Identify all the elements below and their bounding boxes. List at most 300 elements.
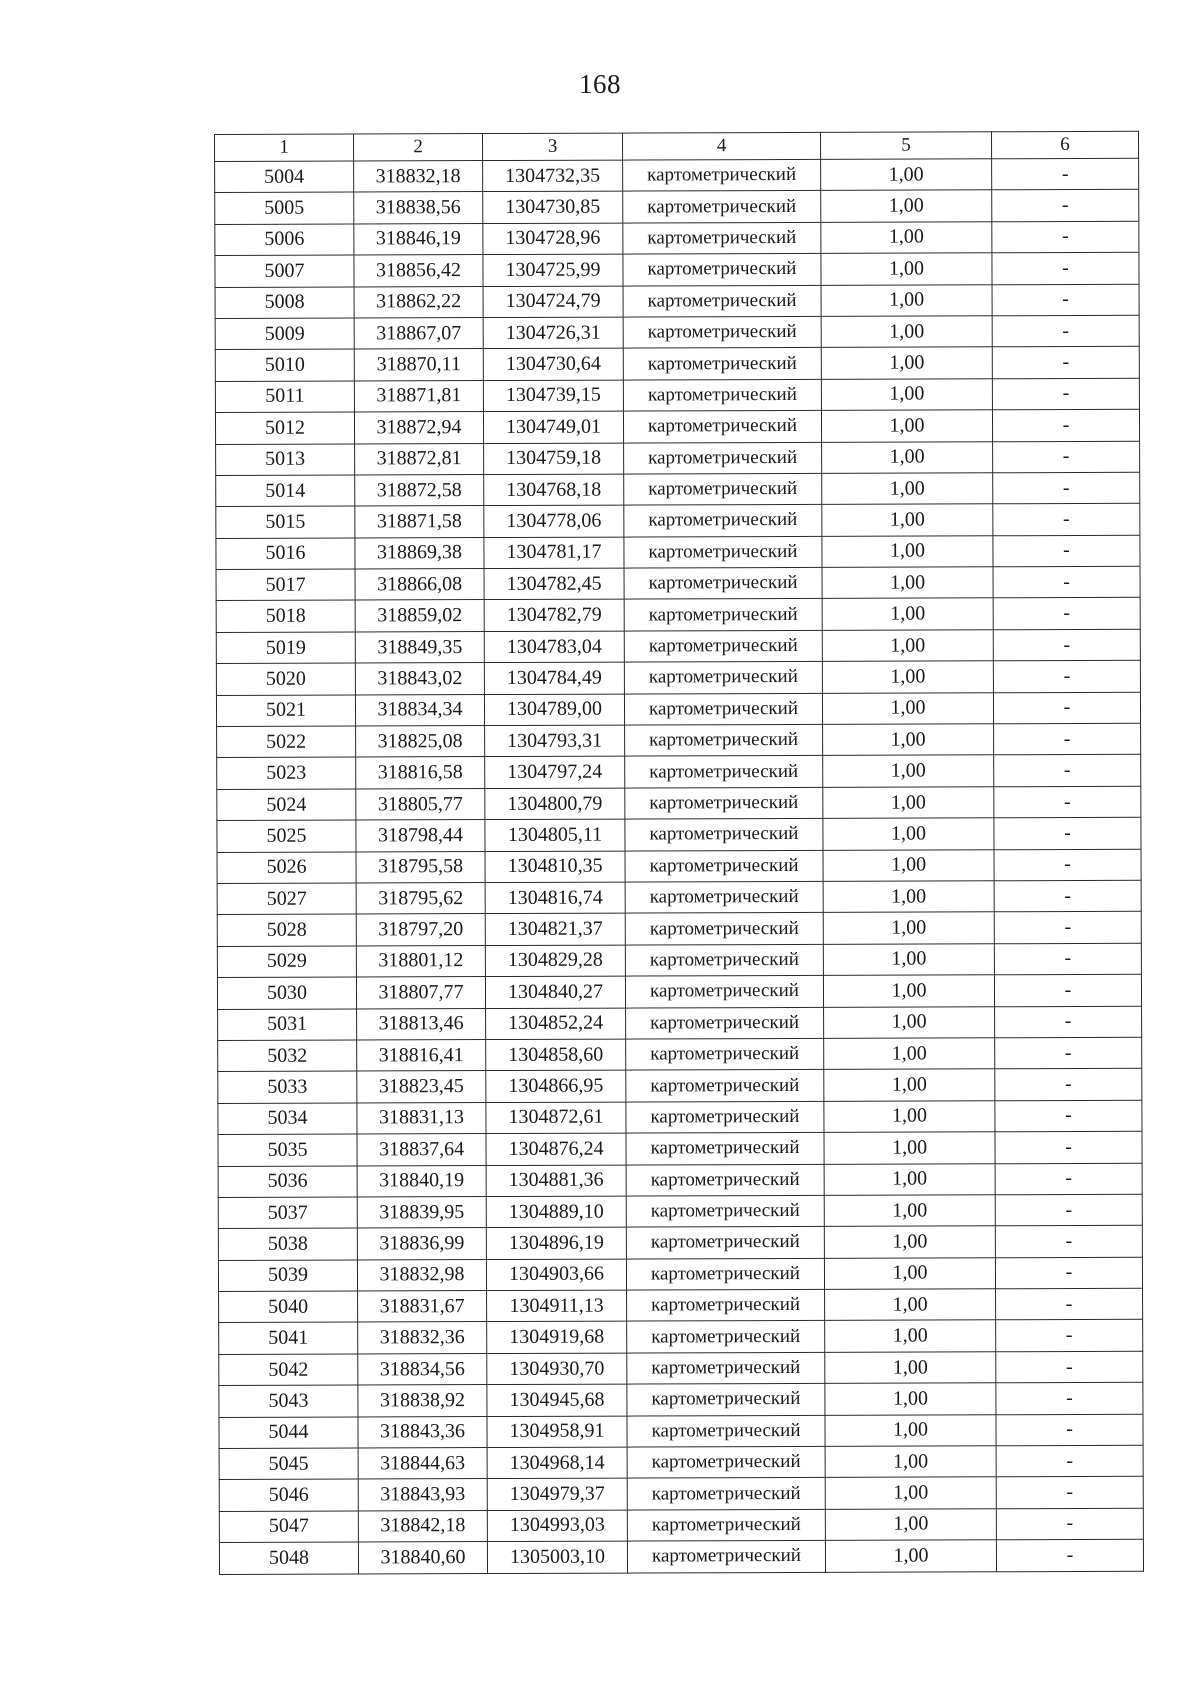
table-row bbox=[217, 817, 1141, 852]
cell-coord-y: 1304732,35 bbox=[483, 160, 623, 192]
table-row bbox=[216, 504, 1140, 539]
cell-coord-x: 318843,36 bbox=[358, 1416, 487, 1448]
cell-note: - bbox=[996, 1382, 1143, 1414]
cell-point-number: 5048 bbox=[219, 1542, 358, 1574]
cell-coord-y: 1304783,04 bbox=[484, 631, 624, 663]
cell-accuracy: 1,00 bbox=[822, 692, 993, 724]
cell-method: картометрический bbox=[625, 819, 823, 851]
table-row bbox=[217, 943, 1141, 978]
cell-coord-x: 318871,58 bbox=[355, 506, 484, 538]
cell-point-number: 5013 bbox=[216, 444, 355, 476]
table-row bbox=[219, 1382, 1143, 1417]
cell-method: картометрический bbox=[624, 599, 822, 631]
table-row bbox=[219, 1288, 1143, 1323]
cell-point-number: 5015 bbox=[216, 506, 355, 538]
cell-coord-x: 318846,19 bbox=[354, 223, 483, 255]
cell-method: картометрический bbox=[627, 1446, 825, 1478]
cell-coord-x: 318862,22 bbox=[354, 286, 483, 318]
cell-accuracy: 1,00 bbox=[822, 567, 993, 599]
cell-method: картометрический bbox=[623, 222, 821, 254]
cell-note: - bbox=[992, 378, 1139, 410]
table-row bbox=[219, 1320, 1143, 1355]
cell-accuracy: 1,00 bbox=[825, 1446, 996, 1478]
table-row bbox=[219, 1414, 1143, 1449]
cell-coord-y: 1304958,91 bbox=[487, 1416, 627, 1448]
cell-coord-x: 318843,93 bbox=[358, 1479, 487, 1511]
cell-coord-x: 318872,58 bbox=[355, 474, 484, 506]
cell-note: - bbox=[993, 598, 1140, 630]
cell-method: картометрический bbox=[625, 756, 823, 788]
cell-accuracy: 1,00 bbox=[821, 410, 992, 442]
cell-note: - bbox=[994, 880, 1141, 912]
cell-coord-x: 318838,56 bbox=[354, 192, 483, 224]
cell-accuracy: 1,00 bbox=[822, 598, 993, 630]
cell-note: - bbox=[996, 1351, 1143, 1383]
header-col-1: 1 bbox=[215, 134, 354, 161]
cell-accuracy: 1,00 bbox=[822, 535, 993, 567]
cell-method: картометрический bbox=[625, 913, 823, 945]
table-row bbox=[215, 158, 1139, 193]
cell-coord-x: 318838,92 bbox=[358, 1385, 487, 1417]
cell-coord-y: 1304866,95 bbox=[486, 1070, 626, 1102]
cell-coord-x: 318837,64 bbox=[357, 1134, 486, 1166]
cell-coord-x: 318825,08 bbox=[356, 726, 485, 758]
table-row bbox=[215, 347, 1139, 382]
cell-coord-x: 318805,77 bbox=[356, 788, 485, 820]
cell-note: - bbox=[993, 441, 1140, 473]
cell-accuracy: 1,00 bbox=[821, 316, 992, 348]
cell-coord-y: 1304945,68 bbox=[487, 1384, 627, 1416]
cell-coord-x: 318832,36 bbox=[358, 1322, 487, 1354]
cell-coord-y: 1304840,27 bbox=[485, 976, 625, 1008]
cell-method: картометрический bbox=[627, 1321, 825, 1353]
cell-method: картометрический bbox=[623, 285, 821, 317]
cell-point-number: 5012 bbox=[215, 412, 354, 444]
cell-note: - bbox=[995, 1037, 1142, 1069]
table-row bbox=[218, 1069, 1142, 1104]
cell-point-number: 5009 bbox=[215, 318, 354, 350]
cell-note: - bbox=[992, 284, 1139, 316]
table-row bbox=[216, 629, 1140, 664]
cell-coord-x: 318856,42 bbox=[354, 255, 483, 287]
cell-coord-x: 318870,11 bbox=[354, 349, 483, 381]
cell-method: картометрический bbox=[624, 567, 822, 599]
cell-coord-y: 1304919,68 bbox=[487, 1322, 627, 1354]
cell-point-number: 5039 bbox=[218, 1260, 357, 1292]
cell-point-number: 5044 bbox=[219, 1417, 358, 1449]
cell-accuracy: 1,00 bbox=[824, 1257, 995, 1289]
cell-accuracy: 1,00 bbox=[821, 159, 992, 191]
cell-method: картометрический bbox=[624, 442, 822, 474]
cell-coord-x: 318813,46 bbox=[357, 1008, 486, 1040]
cell-point-number: 5005 bbox=[215, 192, 354, 224]
cell-method: картометрический bbox=[627, 1289, 825, 1321]
table-header-row bbox=[215, 131, 1139, 161]
cell-coord-y: 1304816,74 bbox=[485, 882, 625, 914]
cell-accuracy: 1,00 bbox=[823, 975, 994, 1007]
cell-coord-y: 1304805,11 bbox=[485, 819, 625, 851]
cell-coord-x: 318869,38 bbox=[355, 537, 484, 569]
cell-coord-x: 318840,19 bbox=[357, 1165, 486, 1197]
cell-accuracy: 1,00 bbox=[824, 1006, 995, 1038]
cell-accuracy: 1,00 bbox=[825, 1509, 996, 1541]
cell-method: картометрический bbox=[626, 1070, 824, 1102]
cell-coord-y: 1304858,60 bbox=[486, 1039, 626, 1071]
table-row bbox=[219, 1508, 1143, 1543]
cell-point-number: 5006 bbox=[215, 224, 354, 256]
cell-method: картометрический bbox=[623, 254, 821, 286]
table-row bbox=[216, 441, 1140, 476]
cell-coord-x: 318844,63 bbox=[358, 1448, 487, 1480]
cell-note: - bbox=[993, 472, 1140, 504]
table-row bbox=[218, 1006, 1142, 1041]
cell-coord-y: 1304782,79 bbox=[484, 600, 624, 632]
cell-coord-y: 1304728,96 bbox=[483, 223, 623, 255]
cell-method: картометрический bbox=[624, 473, 822, 505]
header-col-2: 2 bbox=[354, 134, 483, 161]
cell-coord-y: 1304739,15 bbox=[483, 380, 623, 412]
cell-coord-x: 318859,02 bbox=[355, 600, 484, 632]
table-row bbox=[219, 1351, 1143, 1386]
cell-coord-y: 1305003,10 bbox=[487, 1541, 627, 1573]
header-col-3: 3 bbox=[483, 133, 623, 160]
cell-coord-y: 1304896,19 bbox=[486, 1227, 626, 1259]
cell-method: картометрический bbox=[623, 379, 821, 411]
cell-note: - bbox=[995, 1194, 1142, 1226]
cell-note: - bbox=[994, 974, 1141, 1006]
cell-point-number: 5033 bbox=[218, 1071, 357, 1103]
cell-point-number: 5014 bbox=[216, 475, 355, 507]
cell-coord-y: 1304810,35 bbox=[485, 851, 625, 883]
cell-coord-y: 1304782,45 bbox=[484, 568, 624, 600]
cell-accuracy: 1,00 bbox=[822, 441, 993, 473]
cell-coord-y: 1304793,31 bbox=[485, 725, 625, 757]
cell-point-number: 5022 bbox=[217, 726, 356, 758]
cell-point-number: 5030 bbox=[217, 977, 356, 1009]
cell-accuracy: 1,00 bbox=[823, 944, 994, 976]
cell-coord-y: 1304829,28 bbox=[485, 945, 625, 977]
cell-coord-x: 318795,62 bbox=[356, 883, 485, 915]
cell-coord-x: 318831,67 bbox=[358, 1291, 487, 1323]
cell-accuracy: 1,00 bbox=[825, 1414, 996, 1446]
cell-point-number: 5029 bbox=[217, 946, 356, 978]
cell-method: картометрический bbox=[626, 1038, 824, 1070]
cell-coord-x: 318816,41 bbox=[357, 1039, 486, 1071]
cell-point-number: 5038 bbox=[218, 1228, 357, 1260]
table-row bbox=[215, 190, 1139, 225]
cell-note: - bbox=[994, 943, 1141, 975]
cell-method: картометрический bbox=[624, 536, 822, 568]
table-row bbox=[217, 849, 1141, 884]
cell-coord-y: 1304789,00 bbox=[484, 694, 624, 726]
table-row bbox=[215, 409, 1139, 444]
cell-note: - bbox=[996, 1508, 1143, 1540]
cell-coord-y: 1304749,01 bbox=[483, 411, 623, 443]
cell-coord-y: 1304730,85 bbox=[483, 191, 623, 223]
cell-accuracy: 1,00 bbox=[825, 1289, 996, 1321]
cell-coord-y: 1304872,61 bbox=[486, 1102, 626, 1134]
cell-coord-y: 1304903,66 bbox=[486, 1259, 626, 1291]
cell-coord-y: 1304725,99 bbox=[483, 254, 623, 286]
cell-accuracy: 1,00 bbox=[824, 1100, 995, 1132]
cell-note: - bbox=[993, 661, 1140, 693]
cell-accuracy: 1,00 bbox=[822, 630, 993, 662]
cell-accuracy: 1,00 bbox=[821, 190, 992, 222]
table-row bbox=[216, 535, 1140, 570]
cell-point-number: 5027 bbox=[217, 883, 356, 915]
cell-note: - bbox=[993, 566, 1140, 598]
cell-accuracy: 1,00 bbox=[822, 473, 993, 505]
header-col-6: 6 bbox=[991, 131, 1138, 159]
cell-accuracy: 1,00 bbox=[825, 1383, 996, 1415]
cell-point-number: 5011 bbox=[215, 381, 354, 413]
cell-accuracy: 1,00 bbox=[821, 347, 992, 379]
cell-method: картометрический bbox=[625, 850, 823, 882]
cell-point-number: 5019 bbox=[216, 632, 355, 664]
cell-accuracy: 1,00 bbox=[821, 222, 992, 254]
cell-coord-y: 1304768,18 bbox=[484, 474, 624, 506]
cell-point-number: 5041 bbox=[219, 1322, 358, 1354]
cell-note: - bbox=[995, 1226, 1142, 1258]
table-row bbox=[217, 755, 1141, 790]
table-row bbox=[217, 912, 1141, 947]
cell-method: картометрический bbox=[623, 191, 821, 223]
table-row bbox=[218, 1226, 1142, 1261]
cell-point-number: 5045 bbox=[219, 1448, 358, 1480]
cell-note: - bbox=[993, 535, 1140, 567]
cell-method: картометрический bbox=[625, 724, 823, 756]
cell-method: картометрический bbox=[624, 693, 822, 725]
cell-note: - bbox=[995, 1131, 1142, 1163]
table-row bbox=[215, 284, 1139, 319]
cell-point-number: 5004 bbox=[215, 161, 354, 193]
table-row bbox=[218, 1100, 1142, 1135]
table-row bbox=[215, 252, 1139, 287]
cell-coord-x: 318834,56 bbox=[358, 1353, 487, 1385]
cell-point-number: 5047 bbox=[219, 1511, 358, 1543]
cell-accuracy: 1,00 bbox=[824, 1163, 995, 1195]
cell-accuracy: 1,00 bbox=[821, 253, 992, 285]
cell-accuracy: 1,00 bbox=[822, 661, 993, 693]
cell-coord-x: 318866,08 bbox=[355, 569, 484, 601]
cell-coord-x: 318832,18 bbox=[354, 161, 483, 193]
cell-coord-y: 1304724,79 bbox=[483, 286, 623, 318]
table-row bbox=[216, 661, 1140, 696]
cell-coord-y: 1304800,79 bbox=[485, 788, 625, 820]
cell-method: картометрический bbox=[627, 1478, 825, 1510]
table-row bbox=[217, 786, 1141, 821]
header-col-4: 4 bbox=[622, 132, 820, 160]
cell-method: картометрический bbox=[626, 1132, 824, 1164]
cell-note: - bbox=[992, 190, 1139, 222]
cell-accuracy: 1,00 bbox=[824, 1226, 995, 1258]
cell-accuracy: 1,00 bbox=[821, 379, 992, 411]
cell-method: картометрический bbox=[624, 630, 822, 662]
cell-point-number: 5008 bbox=[215, 287, 354, 319]
table-row bbox=[215, 378, 1139, 413]
table-row bbox=[218, 1131, 1142, 1166]
cell-point-number: 5025 bbox=[217, 820, 356, 852]
cell-coord-y: 1304852,24 bbox=[486, 1008, 626, 1040]
cell-coord-y: 1304730,64 bbox=[483, 348, 623, 380]
table-row bbox=[216, 566, 1140, 601]
cell-coord-y: 1304781,17 bbox=[484, 537, 624, 569]
cell-method: картометрический bbox=[623, 411, 821, 443]
cell-method: картометрический bbox=[625, 976, 823, 1008]
cell-point-number: 5016 bbox=[216, 538, 355, 570]
table-row bbox=[218, 1037, 1142, 1072]
cell-method: картометрический bbox=[626, 1195, 824, 1227]
cell-method: картометрический bbox=[624, 662, 822, 694]
cell-coord-x: 318840,60 bbox=[358, 1542, 487, 1574]
table-row bbox=[218, 1257, 1142, 1292]
cell-accuracy: 1,00 bbox=[823, 755, 994, 787]
cell-method: картометрический bbox=[627, 1384, 825, 1416]
cell-coord-x: 318834,34 bbox=[355, 694, 484, 726]
cell-coord-y: 1304821,37 bbox=[485, 913, 625, 945]
cell-note: - bbox=[996, 1539, 1143, 1571]
cell-note: - bbox=[995, 1069, 1142, 1101]
cell-method: картометрический bbox=[623, 159, 821, 191]
cell-coord-x: 318843,02 bbox=[355, 663, 484, 695]
cell-method: картометрический bbox=[626, 1007, 824, 1039]
cell-method: картометрический bbox=[627, 1352, 825, 1384]
cell-coord-x: 318839,95 bbox=[357, 1196, 486, 1228]
cell-accuracy: 1,00 bbox=[823, 818, 994, 850]
cell-accuracy: 1,00 bbox=[822, 504, 993, 536]
cell-point-number: 5037 bbox=[218, 1197, 357, 1229]
cell-point-number: 5035 bbox=[218, 1134, 357, 1166]
cell-point-number: 5028 bbox=[217, 914, 356, 946]
cell-point-number: 5043 bbox=[219, 1385, 358, 1417]
cell-method: картометрический bbox=[626, 1101, 824, 1133]
table-row bbox=[219, 1477, 1143, 1512]
cell-point-number: 5010 bbox=[215, 349, 354, 381]
cell-note: - bbox=[996, 1445, 1143, 1477]
cell-note: - bbox=[992, 221, 1139, 253]
cell-coord-x: 318795,58 bbox=[356, 851, 485, 883]
cell-note: - bbox=[995, 1163, 1142, 1195]
cell-note: - bbox=[994, 849, 1141, 881]
table-row bbox=[216, 598, 1140, 633]
cell-note: - bbox=[995, 1006, 1142, 1038]
cell-method: картометрический bbox=[624, 505, 822, 537]
table-body bbox=[215, 158, 1144, 1574]
cell-coord-x: 318797,20 bbox=[356, 914, 485, 946]
cell-method: картометрический bbox=[625, 881, 823, 913]
cell-note: - bbox=[992, 252, 1139, 284]
cell-method: картометрический bbox=[625, 787, 823, 819]
cell-note: - bbox=[994, 786, 1141, 818]
cell-coord-y: 1304881,36 bbox=[486, 1165, 626, 1197]
cell-note: - bbox=[995, 1257, 1142, 1289]
cell-coord-y: 1304759,18 bbox=[484, 443, 624, 475]
cell-method: картометрический bbox=[627, 1415, 825, 1447]
cell-accuracy: 1,00 bbox=[825, 1320, 996, 1352]
cell-coord-y: 1304993,03 bbox=[487, 1510, 627, 1542]
cell-accuracy: 1,00 bbox=[825, 1540, 996, 1572]
cell-point-number: 5032 bbox=[218, 1040, 357, 1072]
cell-note: - bbox=[994, 912, 1141, 944]
cell-coord-x: 318842,18 bbox=[358, 1510, 487, 1542]
cell-note: - bbox=[992, 409, 1139, 441]
table-row bbox=[219, 1445, 1143, 1480]
cell-coord-x: 318801,12 bbox=[356, 945, 485, 977]
cell-accuracy: 1,00 bbox=[823, 787, 994, 819]
cell-accuracy: 1,00 bbox=[824, 1038, 995, 1070]
cell-accuracy: 1,00 bbox=[823, 881, 994, 913]
cell-note: - bbox=[996, 1414, 1143, 1446]
cell-coord-y: 1304968,14 bbox=[487, 1447, 627, 1479]
cell-point-number: 5021 bbox=[216, 695, 355, 727]
cell-point-number: 5024 bbox=[217, 789, 356, 821]
cell-coord-y: 1304930,70 bbox=[487, 1353, 627, 1385]
cell-coord-x: 318871,81 bbox=[354, 380, 483, 412]
cell-method: картометрический bbox=[623, 348, 821, 380]
cell-method: картометрический bbox=[626, 1227, 824, 1259]
cell-note: - bbox=[993, 629, 1140, 661]
cell-coord-y: 1304726,31 bbox=[483, 317, 623, 349]
cell-point-number: 5031 bbox=[218, 1009, 357, 1041]
cell-point-number: 5026 bbox=[217, 852, 356, 884]
table-row bbox=[219, 1539, 1143, 1574]
cell-note: - bbox=[995, 1100, 1142, 1132]
cell-coord-y: 1304979,37 bbox=[487, 1478, 627, 1510]
cell-coord-x: 318849,35 bbox=[355, 631, 484, 663]
cell-point-number: 5007 bbox=[215, 255, 354, 287]
cell-method: картометрический bbox=[625, 944, 823, 976]
cell-note: - bbox=[993, 692, 1140, 724]
cell-method: картометрический bbox=[626, 1164, 824, 1196]
cell-point-number: 5018 bbox=[216, 600, 355, 632]
cell-coord-y: 1304778,06 bbox=[484, 505, 624, 537]
cell-point-number: 5023 bbox=[217, 757, 356, 789]
cell-coord-y: 1304797,24 bbox=[485, 756, 625, 788]
cell-coord-x: 318867,07 bbox=[354, 318, 483, 350]
table-row bbox=[216, 472, 1140, 507]
cell-coord-y: 1304889,10 bbox=[486, 1196, 626, 1228]
cell-coord-x: 318816,58 bbox=[356, 757, 485, 789]
cell-coord-y: 1304876,24 bbox=[486, 1133, 626, 1165]
cell-coord-x: 318872,94 bbox=[354, 412, 483, 444]
cell-coord-y: 1304911,13 bbox=[487, 1290, 627, 1322]
cell-point-number: 5034 bbox=[218, 1103, 357, 1135]
cell-accuracy: 1,00 bbox=[824, 1132, 995, 1164]
cell-point-number: 5046 bbox=[219, 1479, 358, 1511]
cell-accuracy: 1,00 bbox=[823, 849, 994, 881]
cell-coord-x: 318832,98 bbox=[357, 1259, 486, 1291]
cell-method: картометрический bbox=[627, 1509, 825, 1541]
cell-note: - bbox=[993, 504, 1140, 536]
cell-point-number: 5017 bbox=[216, 569, 355, 601]
cell-note: - bbox=[994, 755, 1141, 787]
cell-accuracy: 1,00 bbox=[824, 1195, 995, 1227]
cell-accuracy: 1,00 bbox=[821, 284, 992, 316]
cell-note: - bbox=[996, 1477, 1143, 1509]
cell-note: - bbox=[992, 158, 1139, 190]
cell-coord-x: 318872,81 bbox=[355, 443, 484, 475]
cell-method: картометрический bbox=[627, 1541, 825, 1573]
cell-coord-x: 318831,13 bbox=[357, 1102, 486, 1134]
cell-point-number: 5036 bbox=[218, 1166, 357, 1198]
cell-note: - bbox=[994, 723, 1141, 755]
cell-accuracy: 1,00 bbox=[825, 1477, 996, 1509]
cell-point-number: 5040 bbox=[219, 1291, 358, 1323]
table-row bbox=[215, 315, 1139, 350]
cell-point-number: 5042 bbox=[219, 1354, 358, 1386]
table-row bbox=[218, 1194, 1142, 1229]
cell-note: - bbox=[996, 1320, 1143, 1352]
